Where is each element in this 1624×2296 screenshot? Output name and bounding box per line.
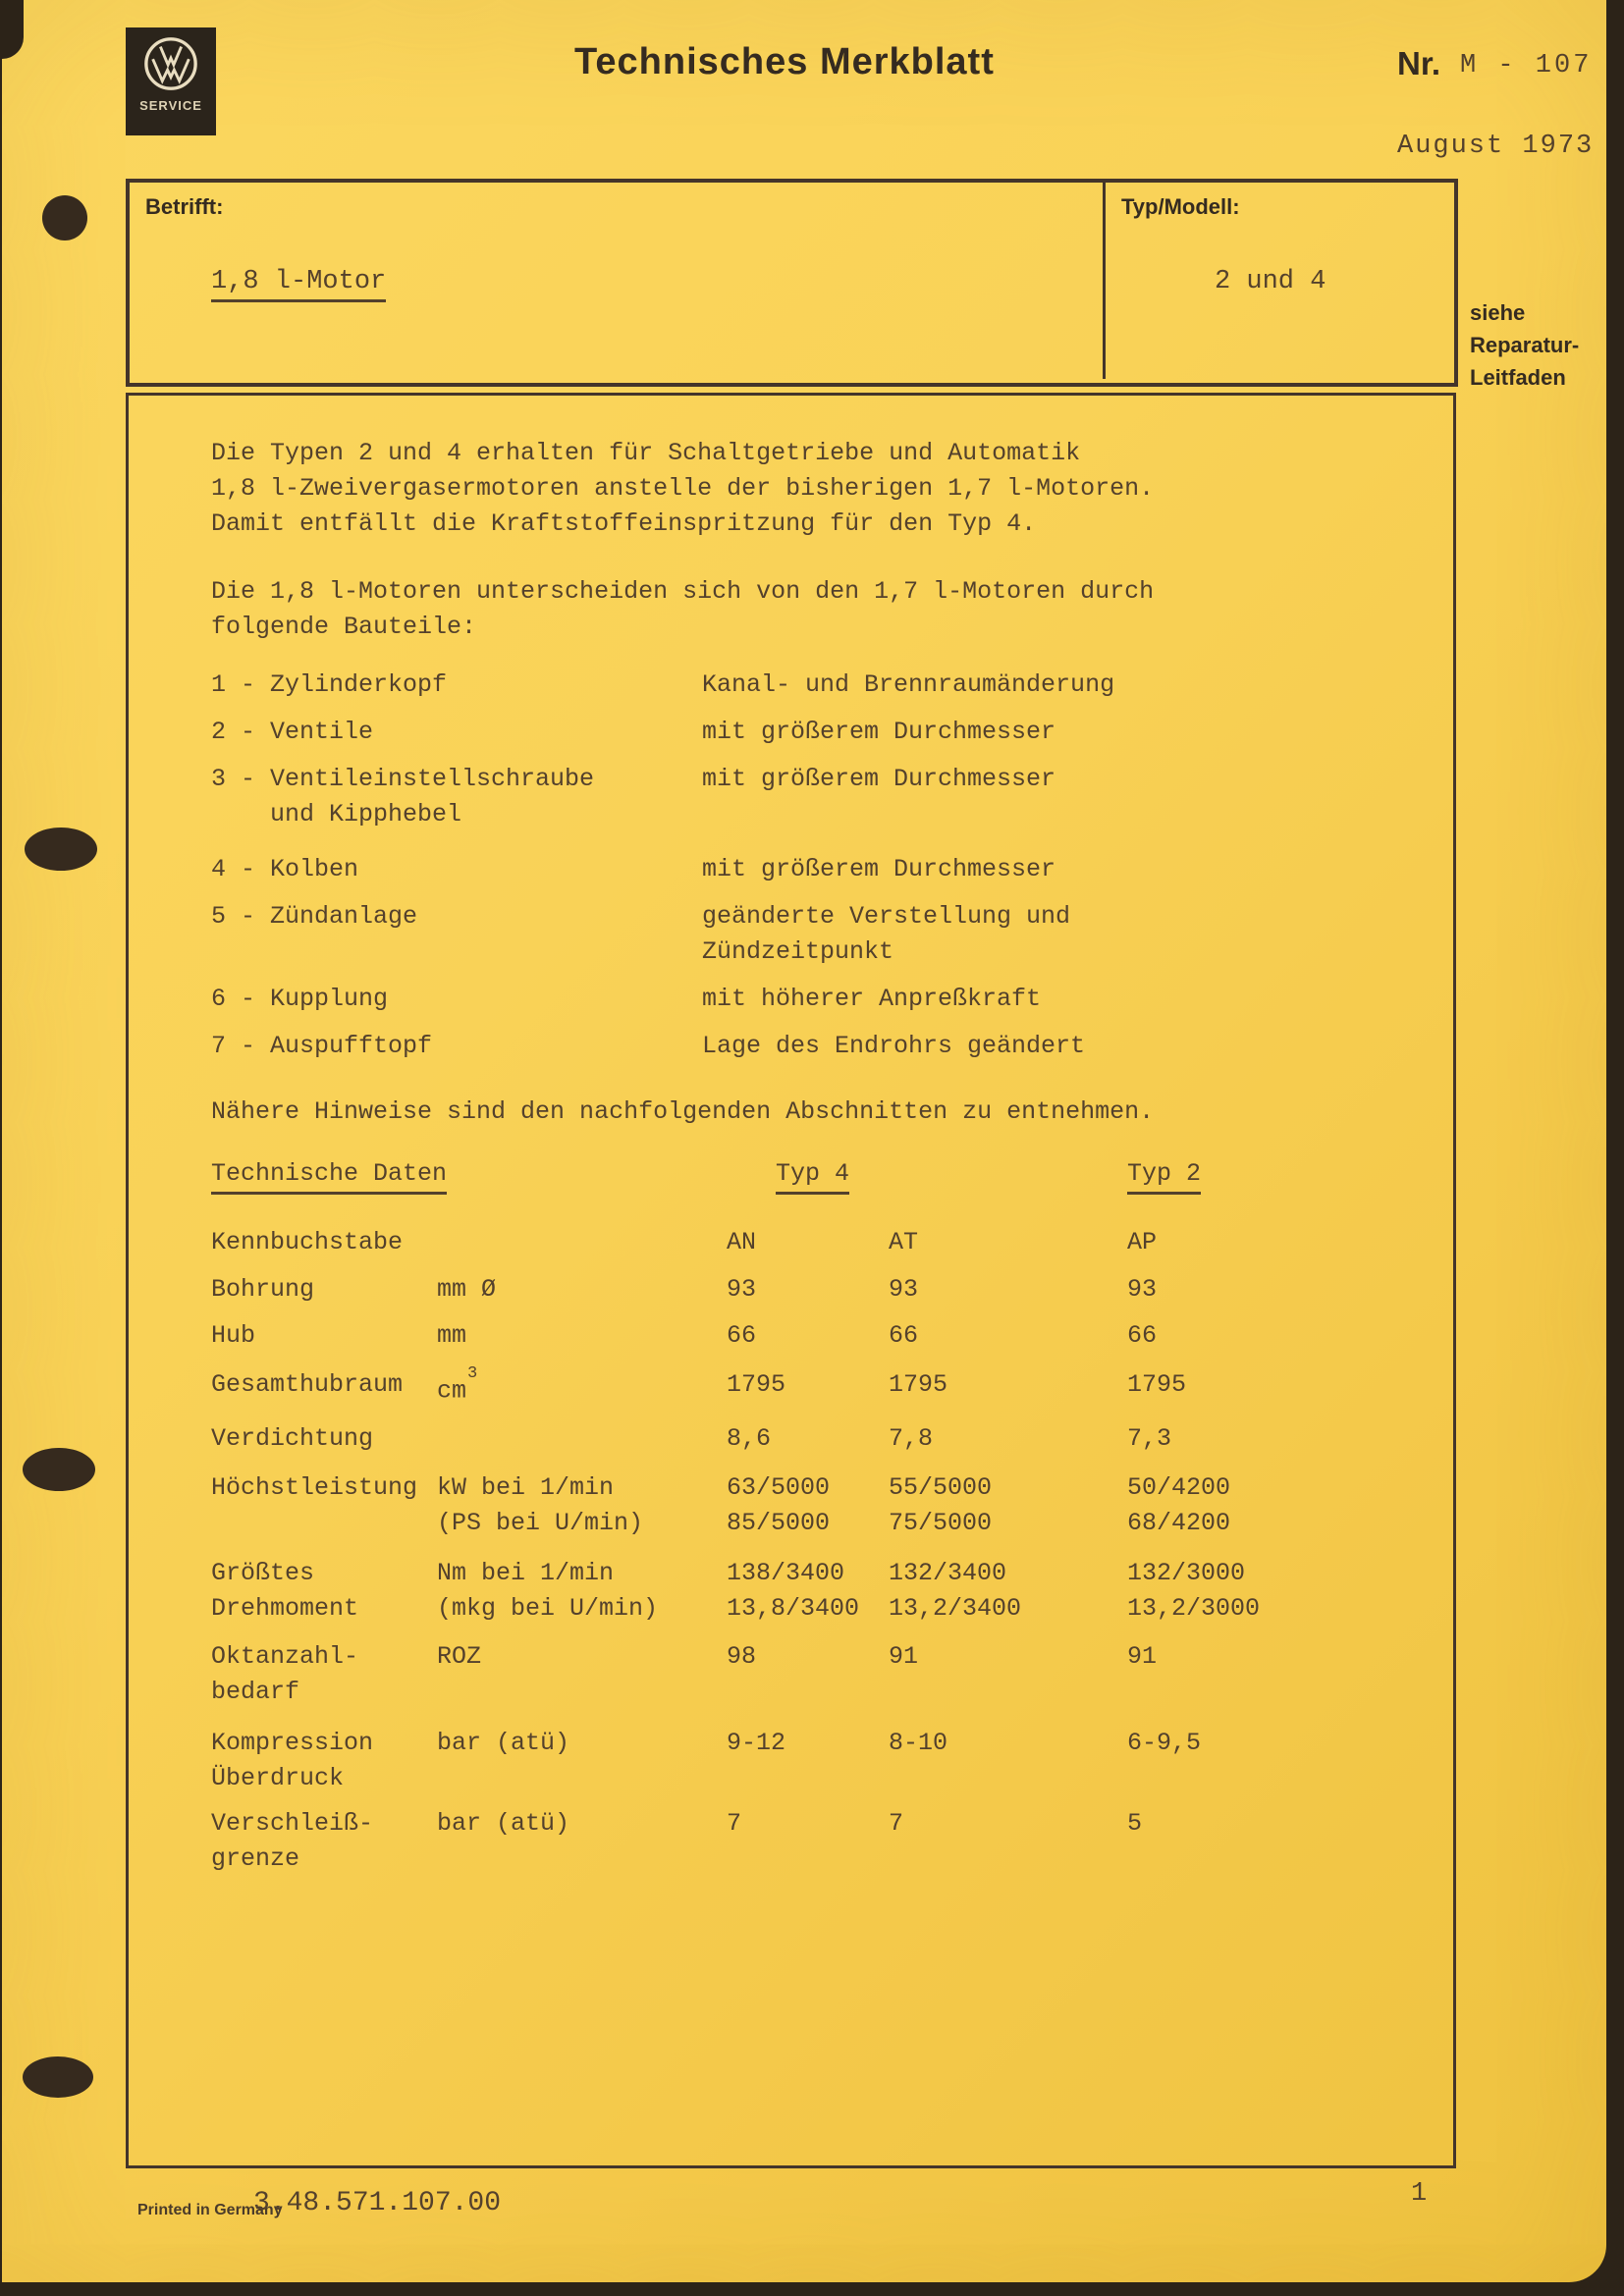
cell-value: 132/3400 (889, 1559, 1007, 1587)
row-label: Hub (211, 1321, 256, 1350)
cell-value: 91 (889, 1642, 919, 1671)
cell-value: 7,8 (889, 1424, 934, 1453)
row-unit: kW bei 1/min (437, 1473, 615, 1502)
cell-value: 1795 (889, 1370, 948, 1399)
part-number: 6 - (211, 985, 256, 1013)
unit-cm: cm (437, 1376, 467, 1406)
typ-modell-label: Typ/Modell: (1121, 194, 1240, 219)
part-number: 5 - (211, 902, 256, 931)
row-unit: bar (atü) (437, 1729, 570, 1757)
cell-value: 9-12 (727, 1729, 786, 1757)
row-unit: Nm bei 1/min (437, 1559, 615, 1587)
part-desc: Lage des Endrohrs geändert (702, 1032, 1086, 1060)
vw-logo-icon (142, 35, 199, 92)
col-header-typ2: Typ 2 (1127, 1159, 1201, 1195)
row-label: Kennbuchstabe (211, 1228, 404, 1256)
betrifft-label: Betrifft: (145, 194, 224, 219)
cell-value: 13,2/3000 (1127, 1594, 1261, 1623)
badge-service-label: SERVICE (139, 98, 202, 113)
side-note-line: Leitfaden (1470, 365, 1566, 390)
vw-service-badge (126, 27, 216, 135)
row-label: Bohrung (211, 1275, 315, 1304)
cell-value: 1795 (727, 1370, 786, 1399)
scan-edge-bottom (0, 2282, 1624, 2296)
intro-line: Damit entfällt die Kraftstoffeinspritzung für den Typ 4. (211, 509, 1037, 538)
cell-value: 66 (889, 1321, 919, 1350)
cell-value: 132/3000 (1127, 1559, 1246, 1587)
row-unit: bar (atü) (437, 1809, 570, 1838)
row-label: Verdichtung (211, 1424, 374, 1453)
side-note-line: siehe (1470, 300, 1526, 325)
row-label: Überdruck (211, 1764, 345, 1792)
part-desc: geänderte Verstellung und (702, 902, 1071, 931)
part-desc: Kanal- und Brennraumänderung (702, 670, 1115, 699)
part-name: Zylinderkopf (270, 670, 448, 699)
row-label: Gesamthubraum (211, 1370, 404, 1399)
cell-value: 6-9,5 (1127, 1729, 1202, 1757)
part-name: Ventileinstellschraube (270, 765, 595, 793)
intro-line: Die Typen 2 und 4 erhalten für Schaltgetriebe und Automatik (211, 439, 1081, 467)
cell-value: 75/5000 (889, 1509, 993, 1537)
cell-value: AP (1127, 1228, 1158, 1256)
row-label: Verschleiß- (211, 1809, 374, 1838)
cell-value: 5 (1127, 1809, 1143, 1838)
part-number: 1 - (211, 670, 256, 699)
cell-value: 68/4200 (1127, 1509, 1231, 1537)
row-label: bedarf (211, 1678, 300, 1706)
footer-printed-label: Printed in Germany (137, 2202, 283, 2218)
footer-part-number: 3.48.571.107.00 (253, 2188, 502, 2218)
doc-date: August 1973 (1397, 132, 1595, 161)
cell-value: 1795 (1127, 1370, 1187, 1399)
punch-hole (23, 2056, 93, 2098)
part-name: und Kipphebel (270, 800, 462, 828)
part-name: Auspufftopf (270, 1032, 433, 1060)
part-number: 7 - (211, 1032, 256, 1060)
intro-line: Die 1,8 l-Motoren unterscheiden sich von den 1,7 l-Motoren durch (211, 577, 1155, 606)
cell-value: 93 (727, 1275, 757, 1304)
cell-value: 93 (889, 1275, 919, 1304)
row-unit: mm Ø (437, 1275, 497, 1304)
row-unit: (mkg bei U/min) (437, 1594, 659, 1623)
cell-value: 8-10 (889, 1729, 948, 1757)
betrifft-value: 1,8 l-Motor (211, 267, 386, 302)
punch-hole (42, 195, 87, 240)
part-name: Ventile (270, 718, 374, 746)
intro-line: 1,8 l-Zweivergasermotoren anstelle der bisherigen 1,7 l-Motoren. (211, 474, 1155, 503)
side-note-line: Reparatur- (1470, 333, 1580, 357)
part-desc: mit höherer Anpreßkraft (702, 985, 1042, 1013)
part-desc: mit größerem Durchmesser (702, 765, 1056, 793)
doc-number-label: Nr. (1397, 45, 1441, 81)
scan-edge-right (1606, 0, 1624, 2296)
part-number: 2 - (211, 718, 256, 746)
cell-value: 7 (889, 1809, 904, 1838)
info-box-divider (1103, 183, 1106, 379)
cell-value: AT (889, 1228, 919, 1256)
cell-value: 85/5000 (727, 1509, 831, 1537)
content-box (126, 393, 1456, 2168)
row-label: Oktanzahl- (211, 1642, 359, 1671)
punch-hole (25, 828, 97, 871)
part-name: Kupplung (270, 985, 389, 1013)
part-number: 3 - (211, 765, 256, 793)
cell-value: 63/5000 (727, 1473, 831, 1502)
row-label: Kompression (211, 1729, 374, 1757)
cell-value: AN (727, 1228, 757, 1256)
cell-value: 13,2/3400 (889, 1594, 1022, 1623)
cell-value: 55/5000 (889, 1473, 993, 1502)
cell-value: 66 (1127, 1321, 1158, 1350)
row-label: grenze (211, 1844, 300, 1873)
typ-modell-value: 2 und 4 (1215, 267, 1326, 296)
row-unit: ROZ (437, 1642, 482, 1671)
part-name: Kolben (270, 855, 359, 883)
col-header-typ4: Typ 4 (776, 1159, 849, 1195)
cell-value: 7,3 (1127, 1424, 1172, 1453)
cell-value: 138/3400 (727, 1559, 845, 1587)
cell-value: 98 (727, 1642, 757, 1671)
punch-hole (23, 1448, 95, 1491)
cell-value: 8,6 (727, 1424, 772, 1453)
unit-cm-exponent: 3 (467, 1364, 478, 1383)
cell-value: 13,8/3400 (727, 1594, 860, 1623)
row-label: Höchstleistung (211, 1473, 418, 1502)
part-desc: mit größerem Durchmesser (702, 855, 1056, 883)
closing-note: Nähere Hinweise sind den nachfolgenden Abschnitten zu entnehmen. (211, 1097, 1155, 1126)
row-label: Drehmoment (211, 1594, 359, 1623)
part-number: 4 - (211, 855, 256, 883)
row-unit: (PS bei U/min) (437, 1509, 644, 1537)
cell-value: 7 (727, 1809, 742, 1838)
page-number: 1 (1411, 2179, 1428, 2209)
row-unit (437, 1364, 478, 1406)
doc-title: Technisches Merkblatt (574, 41, 995, 82)
part-desc: Zündzeitpunkt (702, 937, 894, 966)
cell-value: 93 (1127, 1275, 1158, 1304)
cell-value: 91 (1127, 1642, 1158, 1671)
intro-line: folgende Bauteile: (211, 613, 477, 641)
row-label: Größtes (211, 1559, 315, 1587)
part-desc: mit größerem Durchmesser (702, 718, 1056, 746)
row-unit: mm (437, 1321, 467, 1350)
cell-value: 50/4200 (1127, 1473, 1231, 1502)
doc-number-value: M - 107 (1460, 51, 1593, 80)
table-heading: Technische Daten (211, 1159, 447, 1195)
part-name: Zündanlage (270, 902, 418, 931)
cell-value: 66 (727, 1321, 757, 1350)
